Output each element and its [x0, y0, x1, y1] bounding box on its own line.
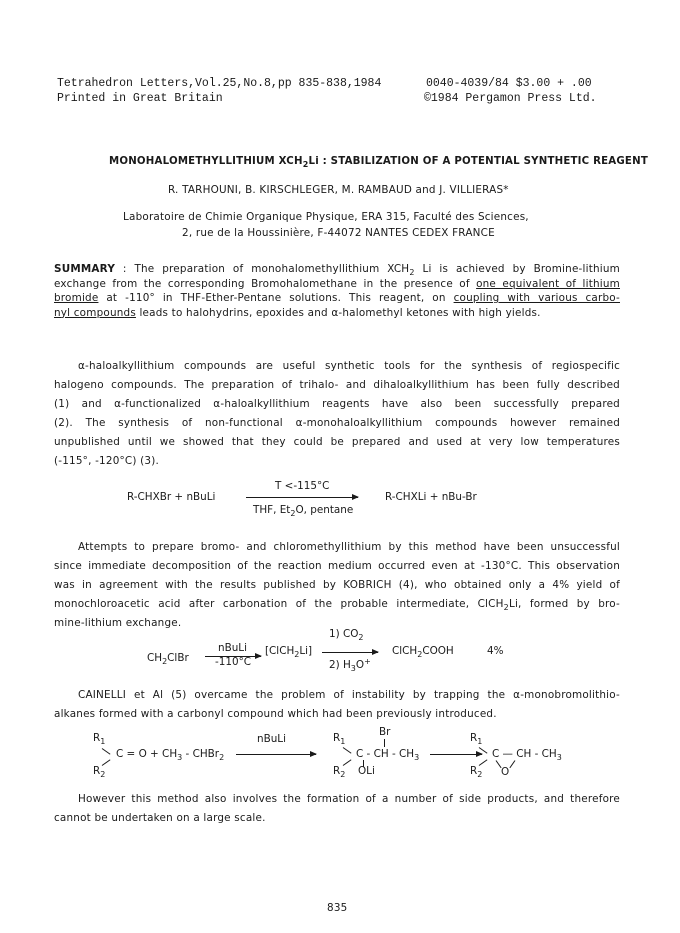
authors: R. TARHOUNI, B. KIRSCHLEGER, M. RAMBAUD and J. VILLIERAS*: [168, 184, 509, 196]
eq2-reagent-below: -110°C: [215, 656, 252, 668]
eq3-r2-right: $R_2$: [470, 765, 483, 779]
paragraph-4: [54, 790, 620, 828]
p1-line: (1) and α-functionalized α-haloalkyllithium reagents have also been successfully prepared: [54, 398, 620, 410]
eq1-left: R-CHXBr + nBuLi: [127, 491, 216, 503]
eq3-bond-up-mid: [343, 747, 352, 754]
title-sub: 2: [302, 160, 309, 169]
p2-line: mine-lithium exchange.: [54, 617, 182, 629]
eq3-reagent: nBuLi: [257, 733, 286, 745]
summary-text: leads to halohydrins, epoxides and α-halomethyl ketones with high yields.: [135, 306, 541, 319]
journal-citation: Tetrahedron Letters,Vol.25,No.8,pp 835-838,1984: [57, 77, 382, 90]
eq3-bond-br: [384, 739, 385, 747]
summary-line-4: [54, 306, 620, 321]
printed-in: Printed in Great Britain: [57, 92, 223, 105]
p3-line: CAINELLI et Al (5) overcame the problem of instability by trapping the α-monobromolithio-: [78, 689, 620, 701]
eq3-alkoxide: C - CH - $CH_3$: [356, 748, 420, 762]
summary-text: exchange from the corresponding Bromohalomethane in the presence of: [54, 277, 477, 290]
eq3-r1-left: $R_1$: [93, 732, 106, 746]
page-number: 835: [327, 902, 348, 914]
title-post: Li : STABILIZATION OF A POTENTIAL SYNTHETIC REAGENT: [308, 156, 648, 167]
eq3-r2-mid: $R_2$: [333, 765, 346, 779]
paragraph-3: [54, 686, 620, 724]
summary-line-2: [54, 277, 620, 292]
p1-line: (2). The synthesis of non-functional α-monohaloalkyllithium compounds however remained: [54, 417, 620, 429]
affiliation-line-2: 2, rue de la Houssinière, F-44072 NANTES CEDEX FRANCE: [182, 227, 495, 239]
eq3-br: Br: [379, 726, 391, 738]
eq3-r1-right: $R_1$: [470, 732, 483, 746]
p2-line: Attempts to prepare bromo- and chloromethyllithium by this method have been unsuccessful: [78, 541, 620, 553]
p1-line: halogeno compounds. The preparation of trihalo- and dihaloalkyllithium has been fully described: [54, 379, 620, 391]
eq1-arrow: [246, 497, 358, 498]
eq2-intermediate: [ClCH$_2$Li]: [265, 645, 313, 659]
eq3-oli: OLi: [358, 765, 375, 777]
eq3-o: O: [501, 766, 510, 778]
eq2-arrow-2: [322, 652, 378, 653]
summary-underlined: coupling with various carbo-: [453, 292, 620, 305]
eq3-arrow-2: [430, 754, 482, 755]
summary-label: SUMMARY: [54, 263, 116, 275]
summary-underlined: one equivalent of lithium: [476, 277, 620, 290]
eq3-r2-left: $R_2$: [93, 765, 106, 779]
p1-line: unpublished until we showed that they could be prepared and used at very low temperatures: [54, 436, 620, 448]
eq2-step-2: 2) $H_3O^+$: [329, 657, 371, 673]
p2-line: since immediate decomposition of the reaction medium occurred even at -130°C. This observation: [54, 560, 620, 572]
copyright: ©1984 Pergamon Press Ltd.: [424, 92, 597, 105]
summary-sub: 2: [409, 268, 415, 277]
eq3-epoxide-bond-right: [509, 760, 515, 768]
summary-text: at -110° in THF-Ether-Pentane solutions. This reagent, on: [98, 292, 454, 305]
summary-line-1: [54, 262, 620, 277]
paragraph-2: [54, 538, 620, 633]
article-title: [109, 156, 648, 167]
eq1-right: R-CHXLi + nBu-Br: [385, 491, 477, 503]
summary: [54, 262, 620, 320]
title-pre: MONOHALOMETHYLLITHIUM XCH: [109, 156, 303, 167]
eq1-condition-below: THF, $Et_2O$, pentane: [253, 504, 354, 518]
eq3-bond-up-left: [102, 748, 111, 755]
eq3-r1-mid: $R_1$: [333, 732, 346, 746]
summary-line-3: [54, 291, 620, 306]
p2-line: was in agreement with the results published by KOBRICH (4), who obtained only a 4% yield of: [54, 579, 620, 591]
p4-line: cannot be undertaken on a large scale.: [54, 812, 266, 824]
summary-underlined: nyl compounds: [54, 306, 136, 319]
affiliation-line-1: Laboratoire de Chimie Organique Physique, ERA 315, Faculté des Sciences,: [123, 211, 529, 223]
eq2-reactant: $CH_2ClBr$: [147, 652, 189, 666]
eq3-arrow-1: [236, 754, 316, 755]
paragraph-1: [54, 357, 620, 471]
eq2-reagent-above: nBuLi: [218, 642, 247, 654]
eq3-carbonyl: $C = O + CH_3$ - CHBr$_2$: [116, 748, 225, 762]
eq1-condition-above: T <-115°C: [275, 480, 330, 492]
eq2-step-1: 1) $CO_2$: [329, 628, 364, 642]
price-code: 0040-4039/84 $3.00 + .00: [426, 77, 592, 90]
p1-line: (-115°, -120°C) (3).: [54, 455, 160, 467]
summary-underlined: bromide: [54, 292, 99, 305]
summary-text: : The preparation of monohalomethyllithium XCH: [115, 263, 410, 275]
p4-line: However this method also involves the formation of a number of side products, and therefore: [78, 793, 620, 805]
eq3-epoxide: C — CH - $CH_3$: [492, 748, 562, 762]
p2-line: monochloroacetic acid after carbonation of the probable intermediate, ClCH$_2$Li, formed by bro-: [54, 598, 621, 612]
summary-text: Li is achieved by Bromine-lithium: [414, 263, 620, 275]
p1-line: α-haloalkyllithium compounds are useful synthetic tools for the synthesis of regiospecific: [78, 360, 620, 372]
eq2-yield: 4%: [487, 645, 504, 657]
p3-line: alkanes formed with a carbonyl compound which had been previously introduced.: [54, 708, 497, 720]
eq2-product: ClCH$_2$COOH: [392, 645, 454, 659]
